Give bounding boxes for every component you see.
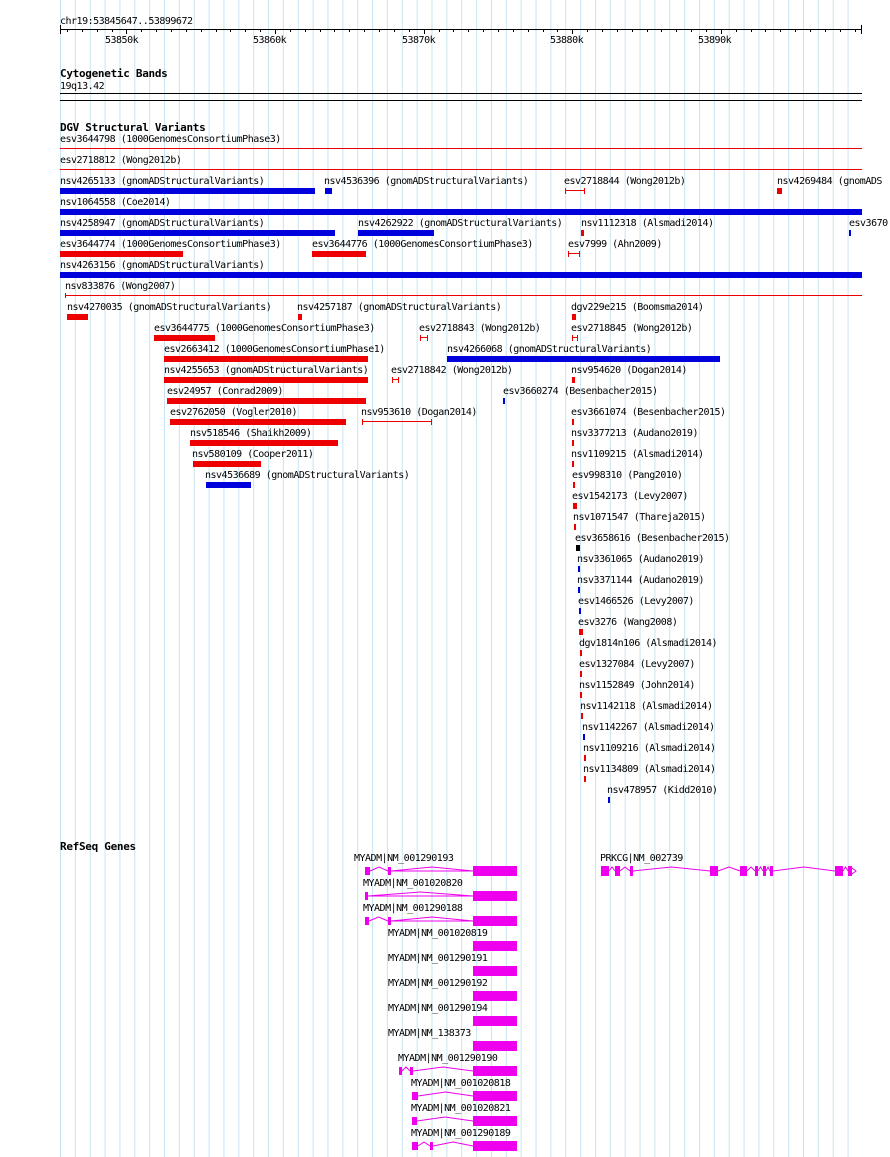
dgv-feature-label[interactable]: esv24957 (Conrad2009) xyxy=(167,386,283,397)
exon-block xyxy=(835,866,843,876)
intron-line xyxy=(758,867,763,871)
dgv-feature-label[interactable]: nsv1112318 (Alsmadi2014) xyxy=(581,218,714,229)
intron-line xyxy=(418,1092,473,1096)
dgv-feature-label[interactable]: esv2663412 (1000GenomesConsortiumPhase1) xyxy=(164,344,385,355)
refseq-transcript-label[interactable]: MYADM|NM_001290194 xyxy=(388,1003,488,1014)
dgv-feature-label[interactable]: esv2718843 (Wong2012b) xyxy=(419,323,541,334)
track-title-refseq[interactable]: RefSeq Genes xyxy=(60,840,136,853)
exon-block xyxy=(740,866,747,876)
exon-block xyxy=(615,866,620,876)
intron-line xyxy=(747,867,755,871)
dgv-feature-label[interactable]: nsv478957 (Kidd2010) xyxy=(607,785,718,796)
exon-block xyxy=(473,966,517,976)
intron-line xyxy=(620,867,630,871)
ruler-tick-label: 53860k xyxy=(253,35,287,46)
dgv-feature-label[interactable]: dgv229e215 (Boomsma2014) xyxy=(571,302,704,313)
dgv-feature-label[interactable]: nsv518546 (Shaikh2009) xyxy=(190,428,312,439)
dgv-feature-label[interactable]: nsv4265133 (gnomADStructuralVariants) xyxy=(60,176,265,187)
dgv-feature-label[interactable]: dgv1814n106 (Alsmadi2014) xyxy=(579,638,718,649)
refseq-transcript-label[interactable]: MYADM|NM_001290193 xyxy=(354,853,454,864)
dgv-feature-label[interactable]: nsv580109 (Cooper2011) xyxy=(192,449,314,460)
intron-line xyxy=(391,917,473,921)
exon-block xyxy=(412,1142,418,1150)
dgv-feature-label[interactable]: nsv4269484 (gnomADS xyxy=(777,176,882,187)
dgv-feature-label[interactable]: esv3660274 (Besenbacher2015) xyxy=(503,386,658,397)
exon-block xyxy=(848,866,852,876)
intron-line xyxy=(633,867,710,871)
track-title-dgv[interactable]: DGV Structural Variants xyxy=(60,121,206,134)
intron-line xyxy=(368,892,473,896)
dgv-feature-label[interactable]: esv2718845 (Wong2012b) xyxy=(571,323,693,334)
dgv-feature-label[interactable]: nsv4262922 (gnomADStructuralVariants) xyxy=(358,218,563,229)
exon-block xyxy=(388,917,391,925)
dgv-feature-label[interactable]: nsv4536689 (gnomADStructuralVariants) xyxy=(205,470,410,481)
dgv-feature-label[interactable]: esv3661074 (Besenbacher2015) xyxy=(571,407,726,418)
dgv-feature-label[interactable]: nsv4257187 (gnomADStructuralVariants) xyxy=(297,302,502,313)
intron-line xyxy=(773,867,835,871)
dgv-feature-label[interactable]: nsv3361065 (Audano2019) xyxy=(577,554,704,565)
dgv-feature-label[interactable]: esv1542173 (Levy2007) xyxy=(572,491,688,502)
location-label: chr19:53845647..53899672 xyxy=(60,16,193,27)
exon-block xyxy=(365,917,369,925)
refseq-transcript-label[interactable]: MYADM|NM_001290188 xyxy=(363,903,463,914)
intron-line xyxy=(433,1142,473,1146)
dgv-feature-label[interactable]: nsv4255653 (gnomADStructuralVariants) xyxy=(164,365,369,376)
dgv-feature-label[interactable]: nsv833876 (Wong2007) xyxy=(65,281,176,292)
dgv-feature-label[interactable]: esv2718842 (Wong2012b) xyxy=(391,365,513,376)
exon-block xyxy=(473,1141,517,1151)
exon-block xyxy=(410,1067,413,1075)
dgv-feature-label[interactable]: esv3670 xyxy=(849,218,888,229)
exon-block xyxy=(473,1041,517,1051)
intron-line xyxy=(413,1067,473,1071)
dgv-feature-label[interactable]: nsv4263156 (gnomADStructuralVariants) xyxy=(60,260,265,271)
refseq-transcript-label[interactable]: MYADM|NM_001290189 xyxy=(411,1128,511,1139)
exon-block xyxy=(473,1116,517,1126)
ruler-tick-label: 53890k xyxy=(698,35,732,46)
dgv-feature-label[interactable]: esv3644798 (1000GenomesConsortiumPhase3) xyxy=(60,134,281,145)
exon-block xyxy=(365,867,370,875)
dgv-feature-label[interactable]: nsv1152849 (John2014) xyxy=(579,680,695,691)
exon-block xyxy=(473,1066,517,1076)
exon-block xyxy=(473,991,517,1001)
exon-block xyxy=(473,1091,517,1101)
dgv-feature-label[interactable]: nsv1064558 (Coe2014) xyxy=(60,197,171,208)
dgv-feature-label[interactable]: esv3644775 (1000GenomesConsortiumPhase3) xyxy=(154,323,375,334)
dgv-feature-label[interactable]: nsv1142118 (Alsmadi2014) xyxy=(580,701,713,712)
intron-line xyxy=(391,867,473,871)
intron-line xyxy=(370,867,388,871)
dgv-feature-label[interactable]: nsv1109216 (Alsmadi2014) xyxy=(583,743,716,754)
dgv-feature-label[interactable]: esv2718812 (Wong2012b) xyxy=(60,155,182,166)
exon-block xyxy=(430,1142,433,1150)
ruler-tick-label: 53850k xyxy=(105,35,139,46)
exon-block xyxy=(365,892,368,900)
cytoband-label: 19q13.42 xyxy=(60,81,105,92)
dgv-feature-label[interactable]: nsv953610 (Dogan2014) xyxy=(361,407,477,418)
dgv-feature-label[interactable]: esv2762050 (Vogler2010) xyxy=(170,407,297,418)
refseq-transcript-label[interactable]: MYADM|NM_138373 xyxy=(388,1028,471,1039)
dgv-feature-label[interactable]: nsv954620 (Dogan2014) xyxy=(571,365,687,376)
dgv-feature-label[interactable]: esv998310 (Pang2010) xyxy=(572,470,683,481)
refseq-transcript-label[interactable]: MYADM|NM_001290190 xyxy=(398,1053,498,1064)
exon-block xyxy=(601,866,609,876)
intron-line xyxy=(418,1142,430,1146)
exon-block xyxy=(770,866,773,876)
refseq-transcript-label[interactable]: MYADM|NM_001290191 xyxy=(388,953,488,964)
refseq-transcript-label[interactable]: PRKCG|NM_002739 xyxy=(600,853,683,864)
exon-block xyxy=(755,866,758,876)
dgv-feature-label[interactable]: nsv3377213 (Audano2019) xyxy=(571,428,698,439)
dgv-feature-label[interactable]: esv3644774 (1000GenomesConsortiumPhase3) xyxy=(60,239,281,250)
ruler-tick-label: 53870k xyxy=(402,35,436,46)
dgv-feature-label[interactable]: esv3276 (Wang2008) xyxy=(578,617,678,628)
dgv-feature-label[interactable]: esv1327084 (Levy2007) xyxy=(579,659,695,670)
intron-line xyxy=(402,1067,410,1071)
exon-block xyxy=(473,1016,517,1026)
exon-block xyxy=(388,867,391,875)
dgv-feature-label[interactable]: nsv1109215 (Alsmadi2014) xyxy=(571,449,704,460)
dgv-feature-label[interactable]: nsv1134809 (Alsmadi2014) xyxy=(583,764,716,775)
exon-block xyxy=(710,866,718,876)
exon-block xyxy=(399,1067,402,1075)
intron-line xyxy=(369,917,388,921)
dgv-feature-label[interactable]: esv2718844 (Wong2012b) xyxy=(564,176,686,187)
refseq-transcript-label[interactable]: MYADM|NM_001020820 xyxy=(363,878,463,889)
intron-line xyxy=(417,1117,473,1121)
ruler-tick-label: 53880k xyxy=(550,35,584,46)
intron-line xyxy=(843,867,848,871)
exon-block xyxy=(763,866,766,876)
refseq-transcript-label[interactable]: MYADM|NM_001020819 xyxy=(388,928,488,939)
refseq-transcript-label[interactable]: MYADM|NM_001020821 xyxy=(411,1103,511,1114)
intron-line xyxy=(766,867,770,871)
track-title-cytobands[interactable]: Cytogenetic Bands xyxy=(60,67,168,80)
exon-block xyxy=(412,1117,417,1125)
dgv-feature-label[interactable]: nsv4270035 (gnomADStructuralVariants) xyxy=(67,302,272,313)
dgv-feature-label[interactable]: esv3658616 (Besenbacher2015) xyxy=(575,533,730,544)
dgv-feature-label[interactable]: nsv3371144 (Audano2019) xyxy=(577,575,704,586)
dgv-feature-label[interactable]: nsv4536396 (gnomADStructuralVariants) xyxy=(324,176,529,187)
intron-line xyxy=(609,867,615,871)
strand-arrow-icon xyxy=(852,868,856,874)
dgv-feature-label[interactable]: esv1466526 (Levy2007) xyxy=(578,596,694,607)
dgv-feature-label[interactable]: nsv1071547 (Thareja2015) xyxy=(573,512,706,523)
exon-block xyxy=(473,916,517,926)
dgv-feature-label[interactable]: nsv4258947 (gnomADStructuralVariants) xyxy=(60,218,265,229)
dgv-feature-label[interactable]: esv7999 (Ahn2009) xyxy=(568,239,662,250)
exon-block xyxy=(473,941,517,951)
exon-block xyxy=(473,891,517,901)
dgv-feature-label[interactable]: nsv4266068 (gnomADStructuralVariants) xyxy=(447,344,652,355)
exon-block xyxy=(630,866,633,876)
intron-line xyxy=(718,867,740,871)
exon-block xyxy=(412,1092,418,1100)
dgv-feature-label[interactable]: esv3644776 (1000GenomesConsortiumPhase3) xyxy=(312,239,533,250)
dgv-feature-label[interactable]: nsv1142267 (Alsmadi2014) xyxy=(582,722,715,733)
exon-block xyxy=(473,866,517,876)
refseq-transcript-label[interactable]: MYADM|NM_001290192 xyxy=(388,978,488,989)
refseq-transcript-label[interactable]: MYADM|NM_001020818 xyxy=(411,1078,511,1089)
